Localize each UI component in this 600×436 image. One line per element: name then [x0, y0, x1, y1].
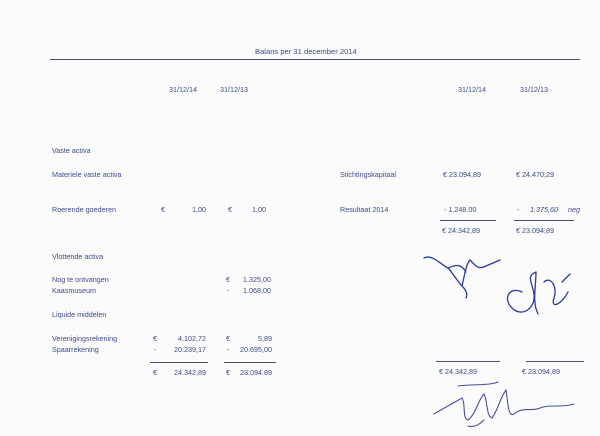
roerende-value-2014: 1,00 — [192, 205, 206, 214]
left-total-rule-2013 — [224, 362, 276, 363]
passiva-final-2014: € 24.342,89 — [439, 367, 477, 376]
nog-te-ontvangen-currency: € — [226, 275, 230, 284]
nog-te-ontvangen-value-2013: 1.325,00 — [243, 275, 271, 284]
vaste-activa-heading: Vaste activa — [52, 146, 91, 155]
passiva-final-2013: € 23.094,89 — [522, 367, 560, 376]
roerende-currency-2013: € — [228, 205, 232, 214]
passiva-final-rule-2014 — [436, 361, 500, 362]
spaarrekening-label: Spaarrekening — [52, 345, 99, 354]
passiva-final-rule-2013 — [526, 361, 584, 362]
roerende-currency-2014: € — [161, 205, 165, 214]
materiele-vaste-activa-label: Materiele vaste activa — [52, 170, 122, 179]
verenigingsrekening-currency-2013: € — [226, 334, 230, 343]
spaarrekening-sign-2014: - — [154, 345, 157, 354]
stichtingskapitaal-2013: € 24.470,29 — [516, 170, 554, 179]
left-date-2014: 31/12/14 — [169, 85, 197, 94]
resultaat-2013-note: neg — [568, 205, 580, 214]
left-total-currency-2014: € — [153, 368, 157, 377]
verenigingsrekening-value-2014: 4.102,72 — [178, 334, 206, 343]
stichtingskapitaal-2014: € 23.094,89 — [443, 170, 481, 179]
left-total-currency-2013: € — [226, 368, 230, 377]
page-title: Balans per 31 december 2014 — [255, 47, 357, 56]
left-total-rule-2014 — [150, 362, 208, 363]
verenigingsrekening-currency-2014: € — [153, 334, 157, 343]
spaarrekening-value-2014: 20.239,17 — [174, 345, 206, 354]
resultaat-sign-2013: - — [517, 205, 520, 214]
kaasmuseum-label: Kaasmuseum — [52, 286, 96, 295]
nog-te-ontvangen-label: Nog te ontvangen — [52, 275, 109, 284]
verenigingsrekening-label: Verenigingsrekening — [52, 334, 118, 343]
title-rule — [50, 59, 580, 60]
passiva-subtotal-2013: € 23.094,89 — [516, 226, 554, 235]
verenigingsrekening-value-2013: 5,89 — [258, 334, 272, 343]
kaasmuseum-value-2013: 1.068,00 — [243, 286, 271, 295]
signature-3 — [428, 374, 578, 430]
resultaat-label: Resultaat 2014 — [340, 205, 389, 214]
resultaat-2014: - 1.248.00 — [444, 205, 477, 214]
left-total-2014: 24.342,89 — [174, 368, 206, 377]
right-date-2013: 31/12/13 — [520, 85, 548, 94]
passiva-subtotal-2014: € 24.342,89 — [442, 226, 480, 235]
vlottende-activa-heading: Vlottende activa — [52, 252, 104, 261]
liquide-middelen-heading: Liquide middelen — [52, 310, 107, 319]
roerende-goederen-label: Roerende goederen — [52, 205, 116, 214]
stichtingskapitaal-label: Stichtingskapitaal — [340, 170, 396, 179]
right-date-2014: 31/12/14 — [458, 85, 486, 94]
passiva-subtotal-rule-2014 — [440, 220, 496, 221]
spaarrekening-value-2013: 20.695,00 — [240, 345, 272, 354]
kaasmuseum-sign: - — [227, 286, 230, 295]
spaarrekening-sign-2013: - — [227, 345, 230, 354]
left-total-2013: 23.094.89 — [240, 368, 272, 377]
left-date-2013: 31/12/13 — [220, 85, 248, 94]
signature-2 — [492, 262, 584, 324]
resultaat-2013: 1.375,60 — [530, 205, 558, 214]
passiva-subtotal-rule-2013 — [514, 220, 574, 221]
roerende-value-2013: 1,00 — [252, 205, 266, 214]
